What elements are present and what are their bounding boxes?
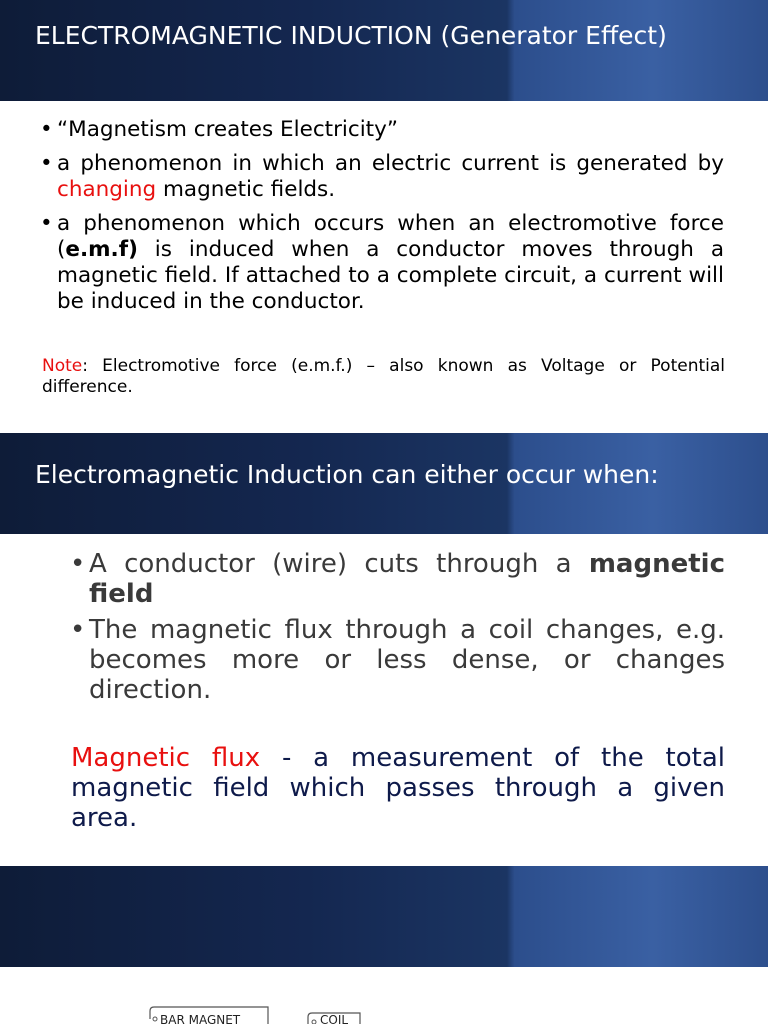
- bold-term: magnetic field: [89, 549, 725, 609]
- slide-diagram: [0, 866, 768, 1024]
- induction-diagram: [0, 967, 768, 1024]
- bullet-text: is induced when a conductor moves through a magnetic field. If attached to a complete circuit, a current will be induced in the conductor.: [57, 237, 724, 314]
- bullet-text: magnetic fields.: [156, 177, 336, 202]
- bullet-text: The magnetic flux through a coil changes, e.g. becomes more or less dense, or changes direction.: [89, 615, 725, 705]
- bullet-item: [57, 211, 724, 315]
- label-pin-icon: [153, 1017, 157, 1021]
- label-bar-magnet: BAR MAGNET: [160, 1013, 241, 1024]
- highlight-word: changing: [57, 177, 157, 202]
- bold-term: e.m.f): [65, 237, 138, 262]
- bullet-list: [89, 549, 725, 711]
- bullet-item: [89, 615, 725, 705]
- bullet-item: [57, 117, 724, 143]
- bullet-item: [57, 151, 724, 203]
- bullet-text: A conductor (wire) cuts through a: [89, 549, 589, 579]
- slide-title-band: [0, 433, 768, 534]
- definition: [71, 743, 725, 833]
- slide-title-band: [0, 866, 768, 967]
- definition-term: Magnetic flux: [71, 743, 261, 773]
- note-text: : Electromotive force (e.m.f.) – also known as Voltage or Potential difference.: [42, 356, 725, 397]
- label-coil: COIL: [320, 1013, 349, 1024]
- bullet-text: a phenomenon which occurs when an electromotive force (: [57, 211, 724, 262]
- label-pin-icon: [312, 1020, 316, 1024]
- bullet-list: [57, 117, 724, 323]
- bullet-text: “Magnetism creates Electricity”: [57, 117, 398, 142]
- slide-induction-conditions: [0, 433, 768, 866]
- bullet-text: a phenomenon in which an electric current is generated by: [57, 151, 724, 176]
- bullet-item: [89, 549, 725, 609]
- slide-generator-effect: [0, 0, 768, 433]
- slide-title-band: [0, 0, 768, 101]
- note: [42, 356, 725, 398]
- definition-text: - a measurement of the total magnetic field which passes through a given area.: [71, 743, 725, 833]
- note-label: Note: [42, 356, 83, 376]
- slide-title: ELECTROMAGNETIC INDUCTION (Generator Effect): [35, 21, 667, 50]
- slide-title: Electromagnetic Induction can either occur when:: [35, 460, 659, 489]
